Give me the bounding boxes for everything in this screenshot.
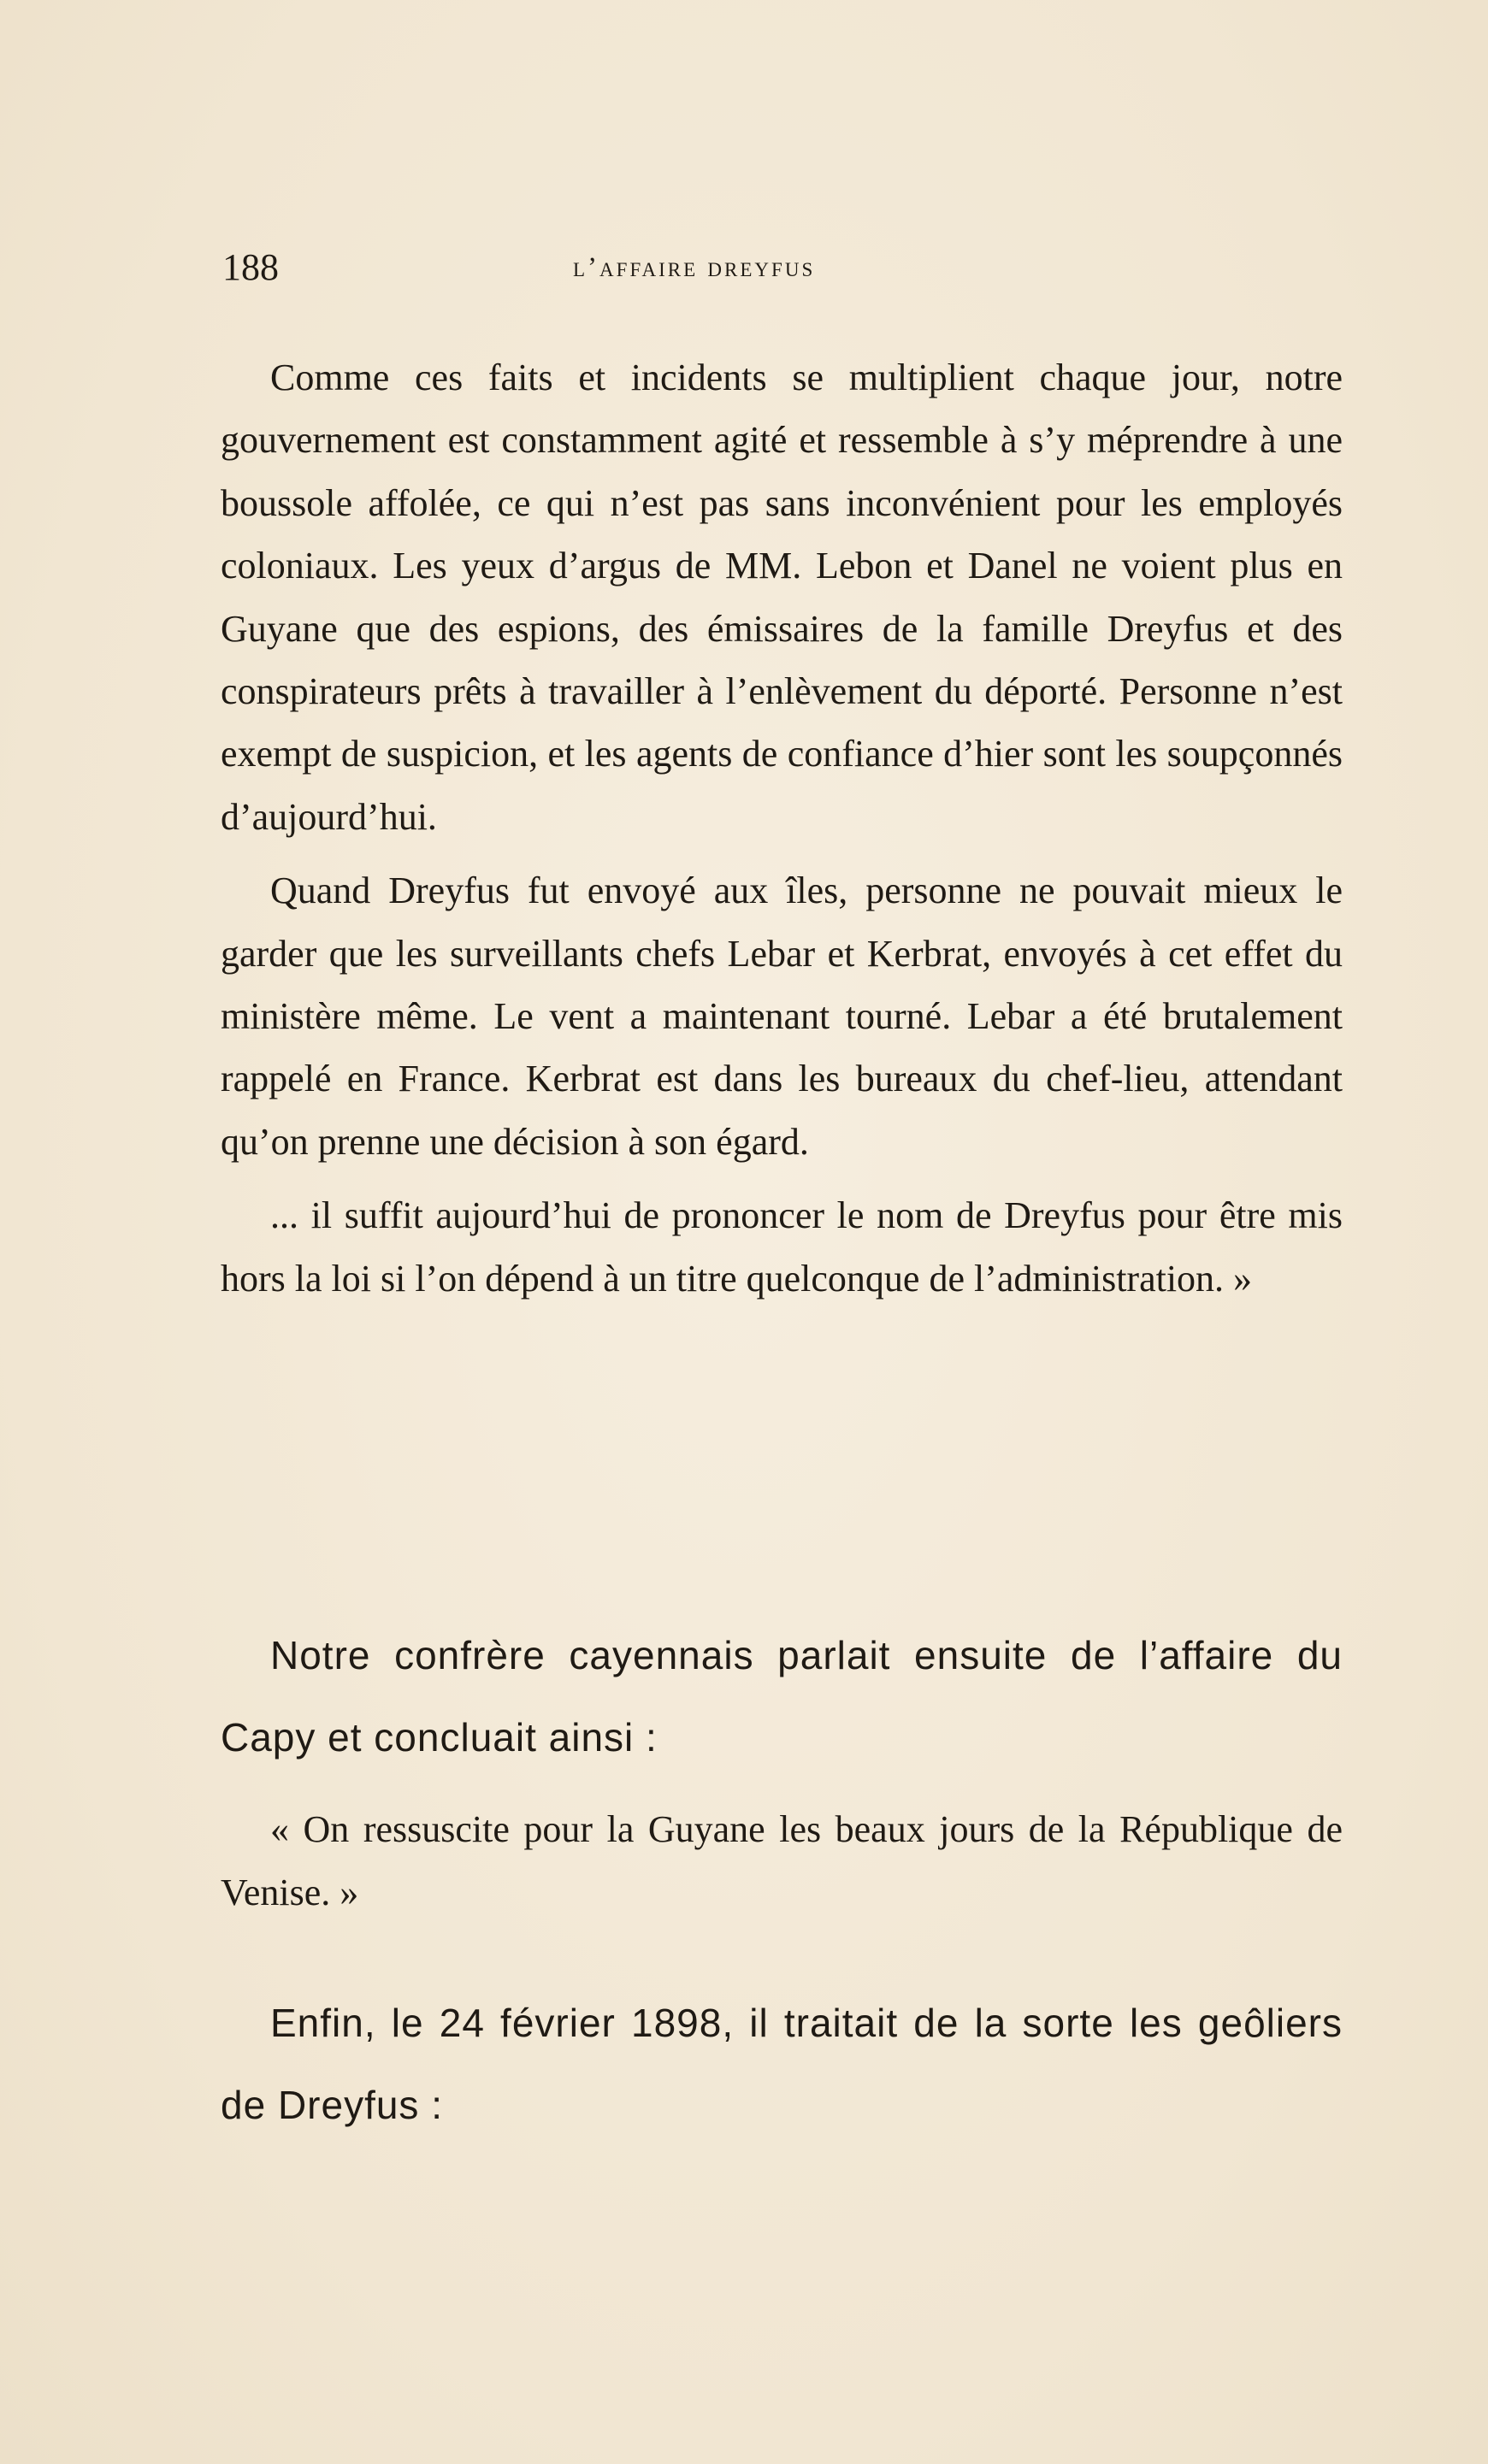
page-number: 188 — [222, 246, 279, 288]
author-commentary — [221, 1614, 1343, 1778]
page-header — [222, 242, 1334, 293]
final-paragraph: Enfin, le 24 février 1898, il traitait de la sorte les geôliers de Dreyfus : — [221, 2001, 1343, 2127]
quoted-article-block — [221, 346, 1343, 1310]
short-quote: « On ressuscite pour la Guyane les beaux jours de la République de Venise. » — [221, 1808, 1343, 1913]
closing-commentary — [221, 1982, 1343, 2146]
quote-paragraph-3: ... il suffit aujourd’hui de prononcer le nom de Dreyfus pour être mis hors la loi si l’on dépend à un titre quelconque de l’administration. » — [221, 1194, 1343, 1300]
running-title: l’affaire dreyfus — [573, 252, 816, 283]
short-quote-block — [221, 1798, 1343, 1925]
author-paragraph: Notre confrère cayennais parlait ensuite de l’affaire du Capy et concluait ainsi : — [221, 1633, 1343, 1760]
quote-paragraph-1: Comme ces faits et incidents se multiplient chaque jour, notre gouvernement est constamment agité et ressemble à s’y méprendre à une boussole affolée, ce qui n’est pas sans inconvénient pour les employés coloniaux. Les yeux d’argus de MM. Lebon et Danel ne voient plus en Guyane que des espions, des émissaires de la famille Dreyfus et des conspirateurs prêts à travailler à l’enlèvement du déporté. Personne n’est exempt de suspicion, et les agents de confiance d’hier sont les soupçonnés d’aujourd’hui. — [221, 357, 1343, 838]
quote-paragraph-2: Quand Dreyfus fut envoyé aux îles, personne ne pouvait mieux le garder que les surveillants chefs Lebar et Kerbrat, envoyés à cet effet du ministère même. Le vent a maintenant tourné. Lebar a été brutalement rappelé en France. Kerbrat est dans les bureaux du chef-lieu, attendant qu’on prenne une décision à son égard. — [221, 869, 1343, 1163]
